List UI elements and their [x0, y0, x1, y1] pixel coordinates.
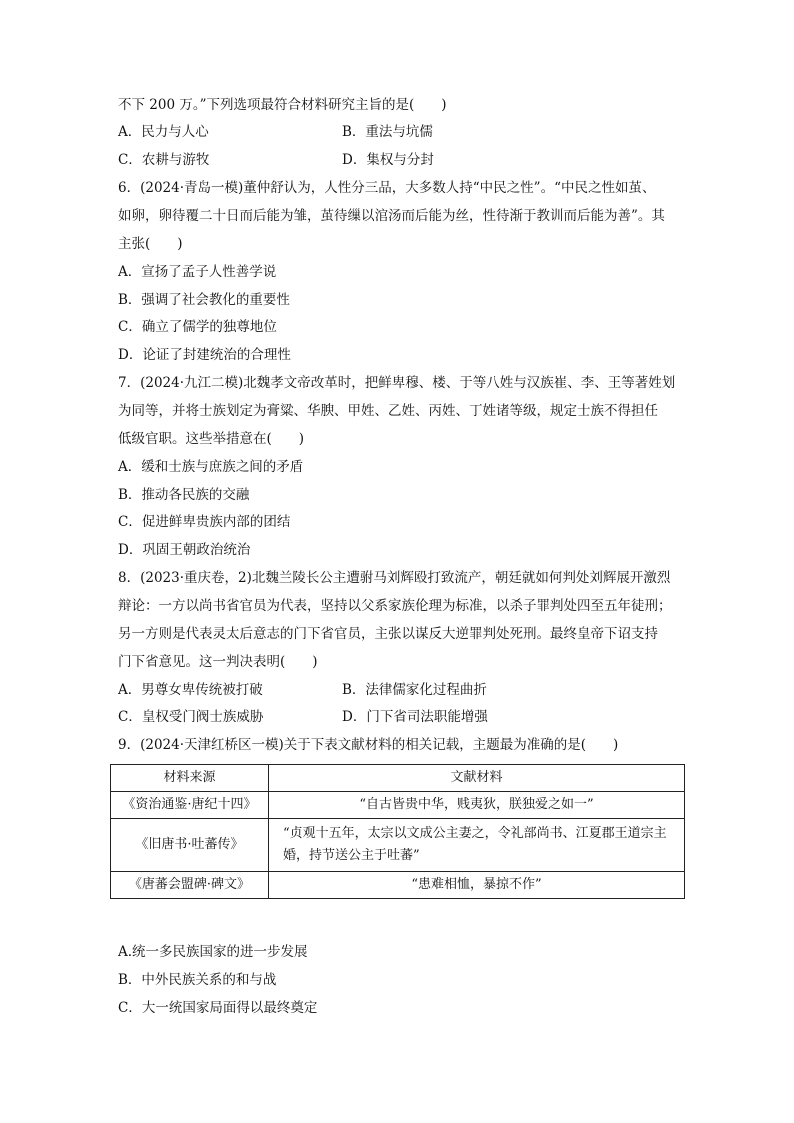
q6-option-d: D．论证了封建统治的合理性 [118, 347, 291, 363]
q7-option-b: B．推动各民族的交融 [118, 487, 250, 503]
q8-stem-line1: 8．(2023·重庆卷，2)北魏兰陵长公主遭驸马刘辉殴打致流产，朝廷就如何判处刘辉展开激烈 [118, 570, 671, 586]
q6-stem-line2: 如卵，卵待覆二十日而后能为雏，茧待缫以涫汤而后能为丝，性待渐于教训而后能为善”。其 [118, 208, 665, 224]
row-source: 《资治通鉴·唐纪十四》 [111, 792, 269, 819]
row-source: 《唐蕃会盟碑·碑文》 [111, 872, 269, 899]
q8-option-b: B．法律儒家化过程曲折 [342, 682, 487, 698]
row-source: 《旧唐书·吐蕃传》 [111, 819, 269, 872]
q6-option-b: B．强调了社会教化的重要性 [118, 292, 290, 308]
q5-option-a: A．民力与人心 [118, 124, 209, 140]
q5-option-d: D．集权与分封 [342, 152, 434, 168]
q7-stem-line1: 7．(2024·九江二模)北魏孝文帝改革时，把鲜卑穆、楼、于等八姓与汉族崔、李、王等著姓划 [118, 375, 676, 391]
q9-option-a: A.统一多民族国家的进一步发展 [118, 944, 308, 960]
q8-stem-line2: 辩论：一方以尚书省官员为代表，坚持以父系家族伦理为标准，以杀子罪判处四至五年徒刑； [118, 598, 672, 614]
q7-option-a: A．缓和士族与庶族之间的矛盾 [118, 459, 304, 475]
q8-option-d: D．门下省司法职能增强 [342, 709, 488, 725]
q8-stem-line4: 门下省意见。这一判决表明( ) [118, 654, 318, 670]
table-row [111, 872, 685, 899]
q6-stem-line1: 6．(2024·青岛一模)董仲舒认为，人性分三品，大多数人持“中民之性”。“中民之性如茧、 [118, 180, 656, 196]
source-material-table [110, 764, 685, 899]
q5-option-b: B．重法与坑儒 [342, 124, 433, 140]
q6-option-c: C．确立了儒学的独尊地位 [118, 319, 277, 335]
q7-stem-line3: 低级官职。这些举措意在( ) [118, 431, 305, 447]
row-material: “自古皆贵中华，贱夷狄，朕独爱之如一” [269, 792, 685, 819]
q6-stem-line3: 主张( ) [118, 236, 183, 252]
q7-stem-line2: 为同等，并将士族划定为膏粱、华腴、甲姓、乙姓、丙姓、丁姓诸等级，规定士族不得担任 [118, 403, 658, 419]
header-source: 材料来源 [111, 765, 269, 792]
q9-option-b: B．中外民族关系的和与战 [118, 972, 277, 988]
q7-option-c: C．促进鲜卑贵族内部的团结 [118, 514, 291, 530]
q8-option-c: C．皇权受门阀士族威胁 [118, 709, 264, 725]
row-material: “贞观十五年，太宗以文成公主妻之，令礼部尚书、江夏郡王道宗主婚，持节送公主于吐蕃” [269, 819, 685, 872]
q8-stem-line3: 另一方则是代表灵太后意志的门下省官员，主张以谋反大逆罪判处死刑。最终皇帝下诏支持 [118, 626, 658, 642]
q6-option-a: A．宣扬了孟子人性善学说 [118, 264, 277, 280]
table-row [111, 819, 685, 872]
q5-stem-tail: 不下 200 万。”下列选项最符合材料研究主旨的是( ) [118, 97, 447, 113]
table-header-row [111, 765, 685, 792]
q5-option-c: C．农耕与游牧 [118, 152, 210, 168]
q7-option-d: D．巩固王朝政治统治 [118, 542, 251, 558]
table-row [111, 792, 685, 819]
header-material: 文献材料 [269, 765, 685, 792]
row-material: “患难相恤，暴掠不作” [269, 872, 685, 899]
q8-option-a: A．男尊女卑传统被打破 [118, 682, 263, 698]
q9-stem: 9．(2024·天津红桥区一模)关于下表文献材料的相关记载，主题最为准确的是( ) [118, 737, 619, 753]
q9-option-c: C．大一统国家局面得以最终奠定 [118, 1000, 318, 1016]
